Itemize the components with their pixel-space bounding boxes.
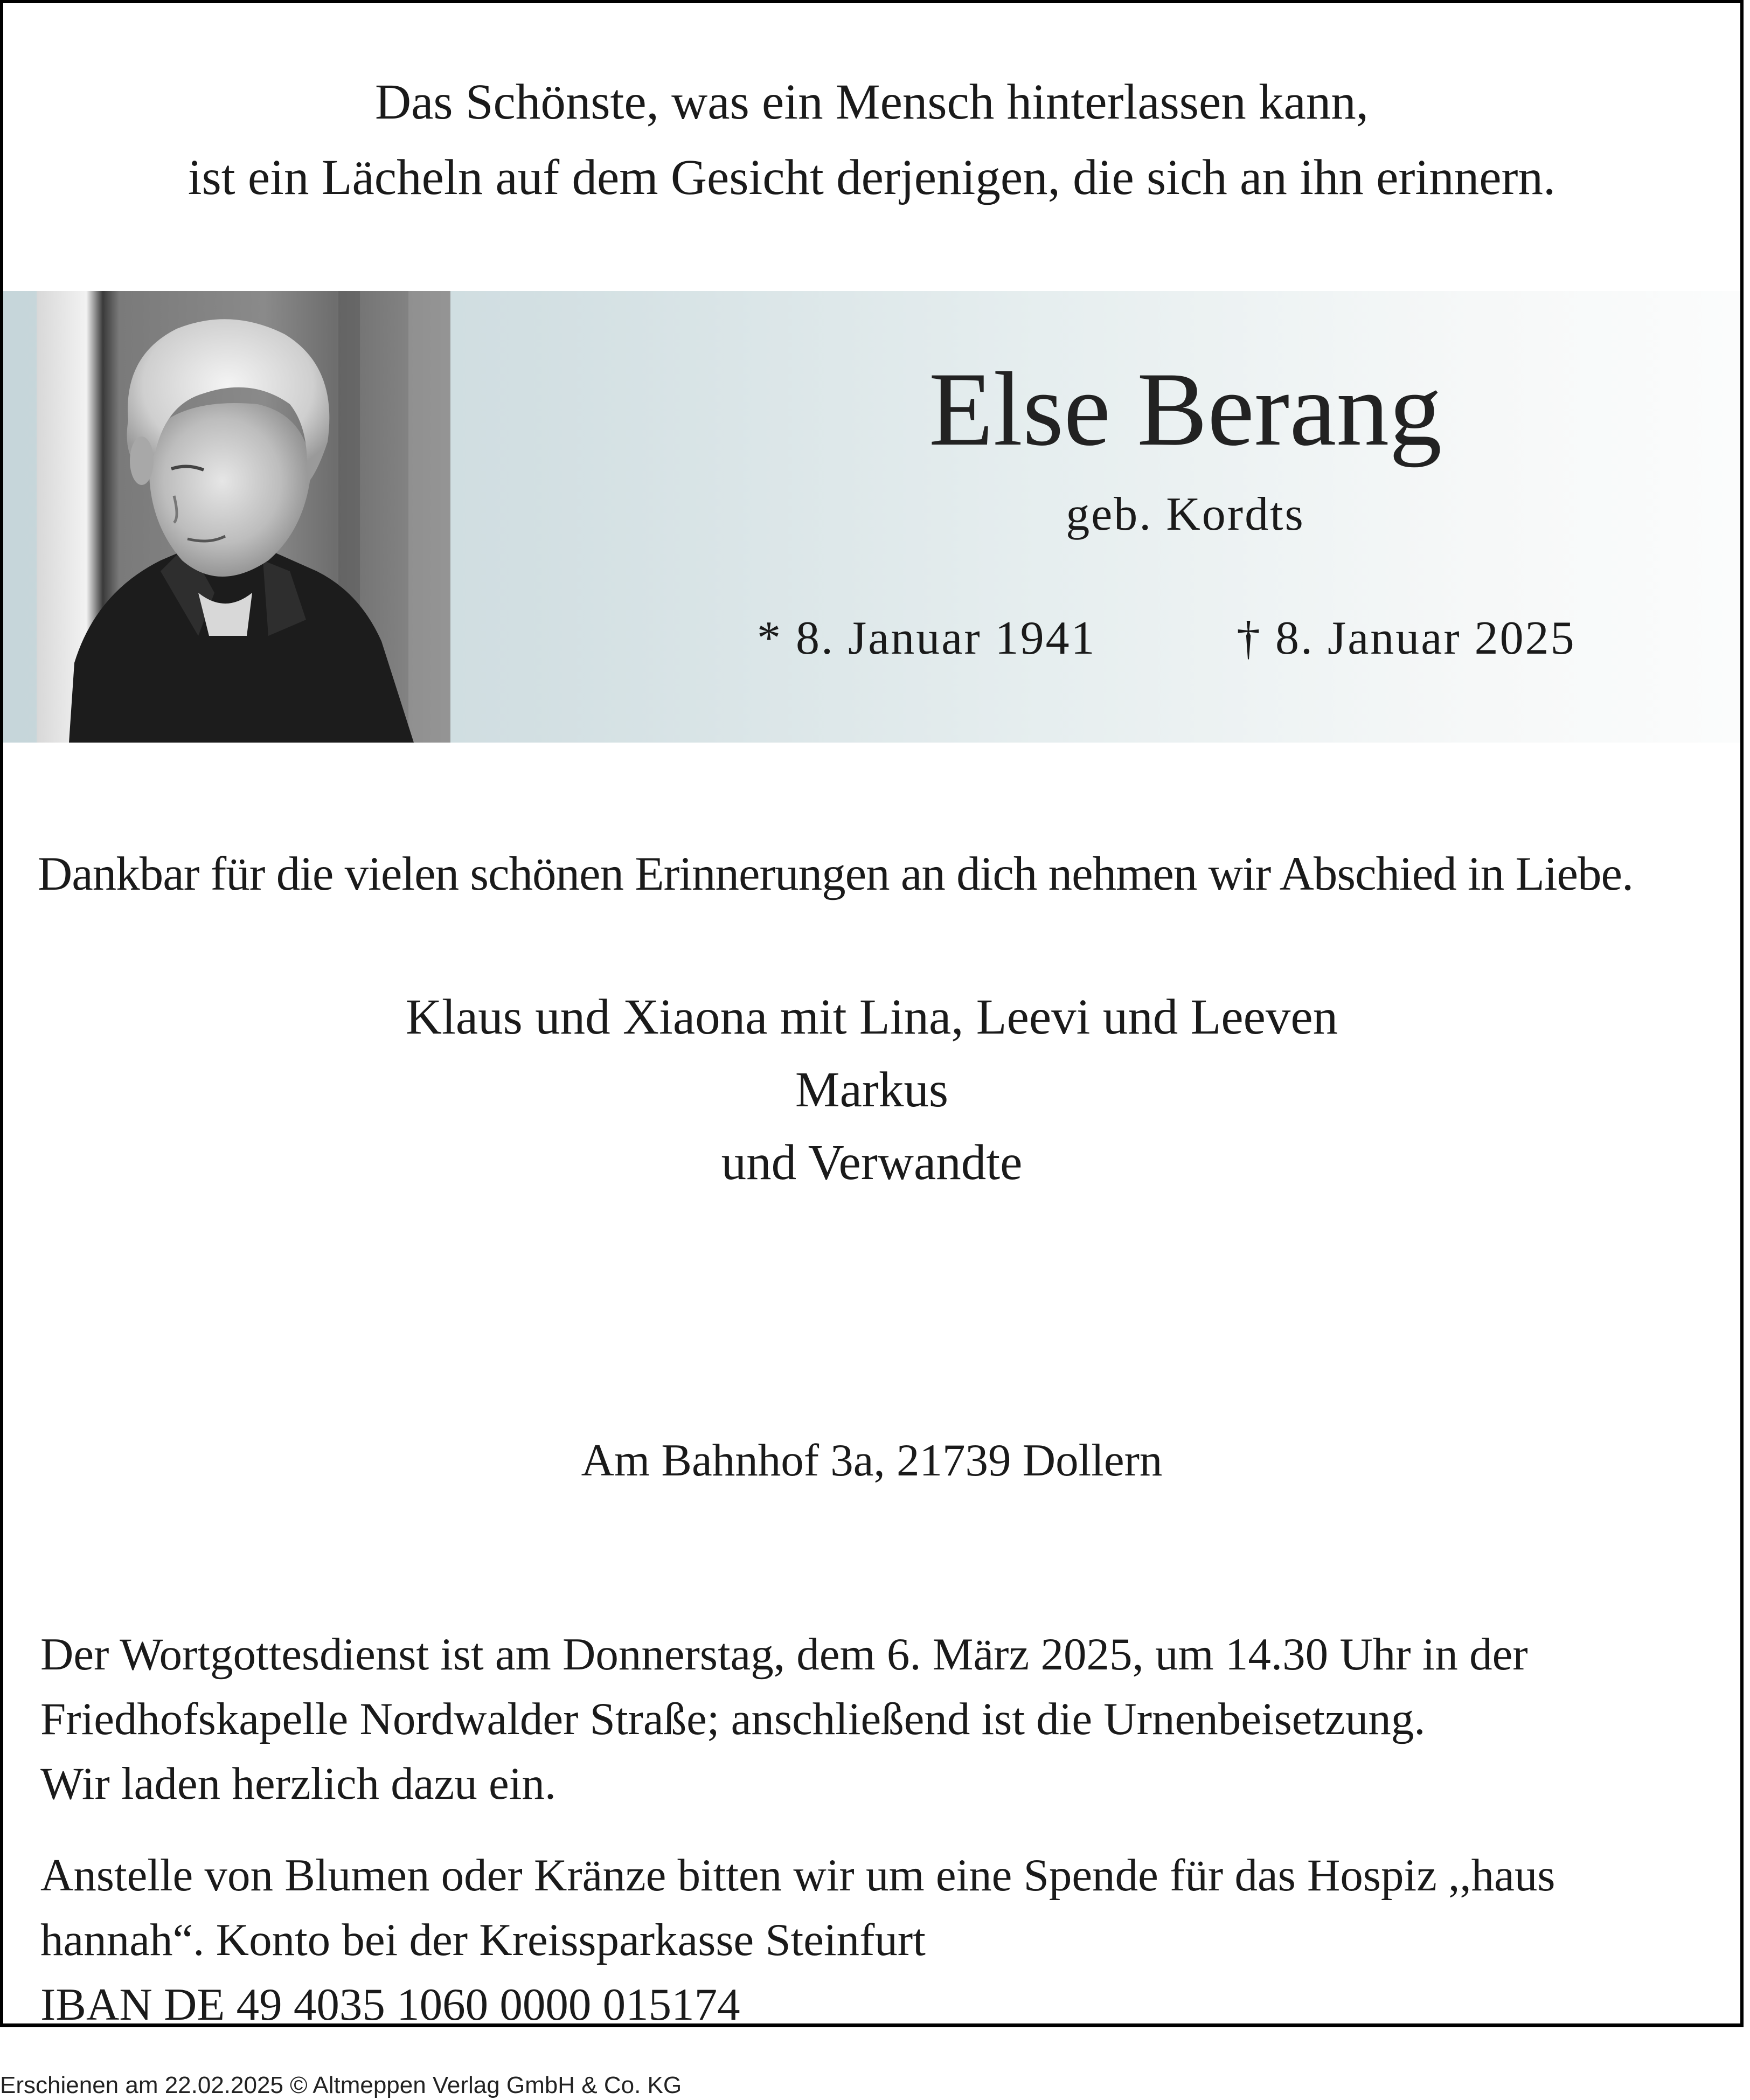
donation-line-1: Anstelle von Blumen oder Kränze bitten wir um eine Spende für das Hospiz ,,haus xyxy=(40,1850,1555,1901)
donation-line-2: hannah“. Konto bei der Kreissparkasse Steinfurt xyxy=(40,1915,926,1965)
mourners-line-3: und Verwandte xyxy=(721,1135,1023,1190)
maiden-name: geb. Kordts xyxy=(1066,488,1305,540)
birth-date: * 8. Januar 1941 xyxy=(757,612,1096,664)
mourners-line-2: Markus xyxy=(795,1062,949,1118)
publication-footer: Erschienen am 22.02.2025 © Altmeppen Verlag GmbH & Co. KG xyxy=(0,2072,682,2098)
portrait-photo xyxy=(37,291,450,743)
memorial-quote xyxy=(0,65,1744,216)
donation-line-3: IBAN DE 49 4035 1060 0000 015174 xyxy=(40,1979,740,2030)
quote-line-2: ist ein Lächeln auf dem Gesicht derjenigen, die sich an ihn erinnern. xyxy=(188,150,1556,205)
quote-line-1: Das Schönste, was ein Mensch hinterlassen kann, xyxy=(374,74,1369,130)
service-line-1: Der Wortgottesdienst ist am Donnerstag, dem 6. März 2025, um 14.30 Uhr in der xyxy=(40,1629,1528,1680)
donation-notice xyxy=(40,1843,1555,2037)
service-notice xyxy=(40,1622,1528,1816)
death-date: † 8. Januar 2025 xyxy=(1237,612,1576,664)
thanks-text: Dankbar für die vielen schönen Erinnerungen an dich nehmen wir Abschied in Liebe. xyxy=(38,848,1634,900)
address: Am Bahnhof 3a, 21739 Dollern xyxy=(581,1435,1163,1486)
deceased-name: Else Berang xyxy=(928,351,1442,468)
mourners-line-1: Klaus und Xiaona mit Lina, Leevi und Leeven xyxy=(405,989,1338,1045)
service-line-3: Wir laden herzlich dazu ein. xyxy=(40,1758,557,1809)
mourners-list xyxy=(0,981,1744,1199)
service-line-2: Friedhofskapelle Nordwalder Straße; anschließend ist die Urnenbeisetzung. xyxy=(40,1694,1426,1744)
